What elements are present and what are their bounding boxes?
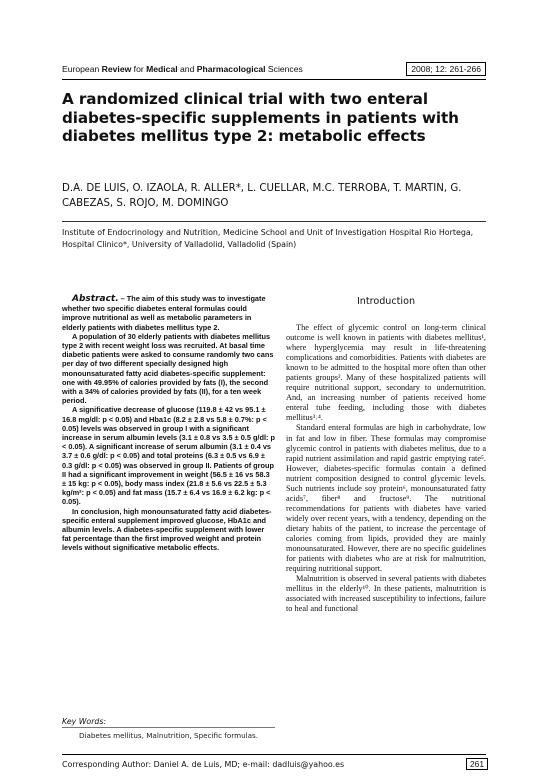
journal-name-part: Review	[101, 64, 132, 74]
keywords-text: Diabetes mellitus, Malnutrition, Specific formulas.	[78, 731, 259, 740]
article-title: A randomized clinical trial with two enteral diabetes-specific supplements in patients with diabetes mellitus type 2: metabolic effects	[62, 90, 459, 145]
journal-name-part: for	[131, 64, 147, 74]
abstract-lead-paragraph	[62, 294, 275, 332]
journal-name-part: European	[62, 64, 102, 74]
abstract-heading: Abstract.	[72, 294, 119, 304]
abstract-paragraph: In conclusion, high monounsaturated fatty acid diabetes-specific enteral supplement improved glucose, HbA1c and albumin levels. A diabetes-specific supplement with lower fat percentage than the first improved weight and protein levels without significative metabolic effects.	[62, 506, 272, 553]
abstract-paragraph: A population of 30 elderly patients with diabetes mellitus type 2 with recent weight loss was recruited. At basal time diabetic patients were asked to consume randomly two cans per day of two different specially designed high monounsaturated fatty acid diabetes-specific supplement: one with 49.95% of calories provided by fats (I), the second with a 34% of calories provided by fats (II), for a ten week period.	[62, 331, 274, 406]
introduction-body	[286, 323, 486, 614]
affiliation: Institute of Endocrinology and Nutrition, Medicine School and Unit of Investigation Hospital Rio Hortega, Hospital Clinico*, University of Valladolid, Valladolid (Spain)	[62, 228, 474, 249]
header-rule	[62, 79, 486, 80]
page-number: 261	[466, 758, 488, 770]
abstract-paragraph: A significative decrease of glucose (119.8 ± 42 vs 95.1 ± 16.8 mg/dl: p < 0.05) and Hba1c (8.2 ± 2.8 vs 5.8 ± 0.7%: p < 0.05) levels was observed in group I with a significant increase in serum albumin levels (3.1 ± 0.8 vs 3.5 ± 0.5 g/dl: p < 0.05). A significant increase of serum albumin (3.1 ± 0.4 vs 3.7 ± 0.6 g/dl: p < 0.05) and total proteins (6.3 ± 0.5 vs 6.9 ± 0.3 g/dl: p < 0.05) was observed in group II. Patients of group II had a significant improvement in weight (56.5 ± 16 vs 58.3 ± 15 kg: p < 0.05), body mass index (21.8 ± 5.6 vs 22.5 ± 5.3 kg/m²: p < 0.05) and fat mass (15.7 ± 6.4 vs 16.9 ± 6.2 kg: p < 0.05).	[62, 405, 275, 507]
intro-paragraph: Malnutrition is observed in several patients with diabetes mellitus in the elderly¹⁰. In these patients, malnutrition is associated with increased susceptibility to infections, failure to heal and functional	[286, 574, 486, 614]
abstract	[62, 294, 275, 553]
keywords-rule	[62, 727, 275, 728]
journal-header	[62, 62, 486, 76]
issue-citation: 2008; 12: 261-266	[406, 62, 486, 76]
intro-paragraph: Standard enteral formulas are high in carbohydrate, low in fat and low in fiber. These formulas may compromise glycemic control in patients with diabetes melitus, due to a rapid nutrient assimilation and rapid gastric emptying rate⁵. However, diabetes-specific formulas contain a defined nutrient composition designed to control glycemic levels. Such nutrients include soy protein⁶, monounsaturated fatty acids⁷, fiber⁸ and fructose⁹. The nutritional recommendations for patients with diabetes have varied widely over recent years, with a tendency, depending on the dietary habits of the patient, to increase the percentage of calories coming from lipids, provided they are mainly monounsaturated. However, there are no specific guidelines for patients with diabetes who are at risk for malnutrition, requiring nutritional support.	[286, 423, 486, 574]
journal-name	[62, 64, 303, 74]
journal-name-part: Medical	[146, 64, 178, 74]
author-list: D.A. DE LUIS, O. IZAOLA, R. ALLER*, L. CUELLAR, M.C. TERROBA, T. MARTIN, G. CABEZAS, S. ROJO, M. DOMINGO	[62, 183, 462, 209]
journal-name-part: and	[177, 64, 197, 74]
introduction-heading: Introduction	[356, 296, 416, 307]
keywords-label: Key Words:	[62, 717, 107, 726]
journal-name-part: Pharmacological	[196, 64, 266, 74]
corresponding-author: Corresponding Author: Daniel A. de Luis, MD; e-mail: dadluis@yahoo.es	[62, 760, 345, 769]
author-divider	[62, 221, 486, 222]
footer-rule	[62, 754, 486, 755]
intro-paragraph: The effect of glycemic control on long-term clinical outcome is well known in patients with diabetes mellitus¹, where hyperglycemia may result in life-threatening complications and comorbidities. Patients with diabetes are known to be admitted to the hospital more often than other patients groups². Many of these hospitalized patients will require nutritional support, secondary to undernutrition. And, an increasing number of patients received home enteral tube feeding, including those with diabetes mellitus³˒⁴.	[286, 323, 486, 423]
journal-name-part: Sciences	[265, 64, 303, 74]
abstract-lead-text: – The aim of this study was to investigate whether two specific diabetes enteral formulas could improve nutritional as well as metabolic parameters in elderly patients with diabetes mellitus type 2.	[62, 294, 266, 332]
